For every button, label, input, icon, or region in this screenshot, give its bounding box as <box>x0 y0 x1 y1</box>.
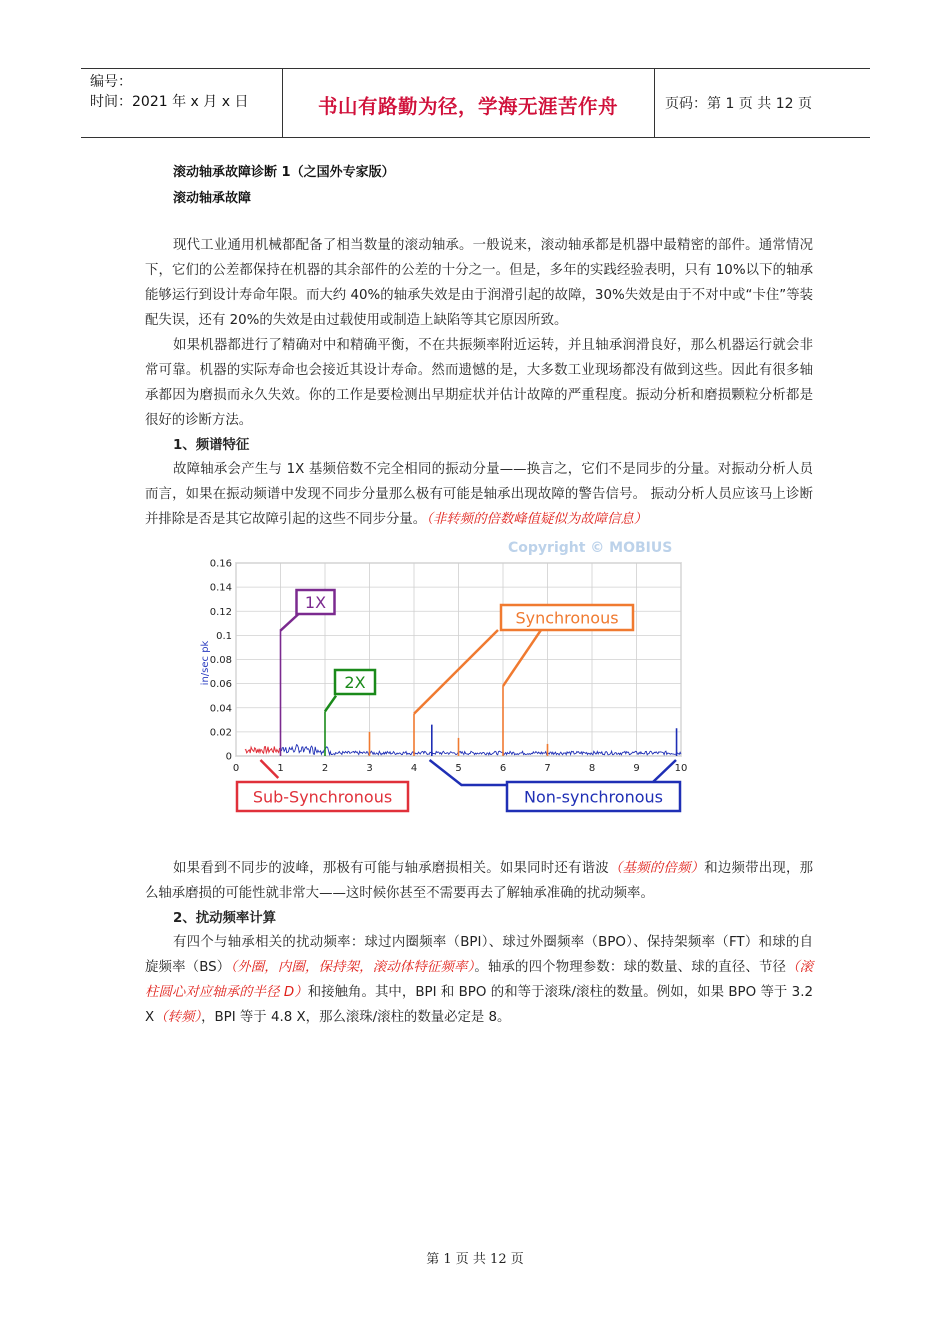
y-tick-label: 0.14 <box>209 582 232 594</box>
sub-sync-leader <box>260 760 278 778</box>
paragraph-text: 如果机器都进行了精确对中和精确平衡，不在共振频率附近运转，并且轴承润滑良好，那么机器运行就会非常可靠。机器的实际寿命也会接近其设计寿命。然而遗憾的是，大多数工业现场都没有做到这些。因此有很多轴承都因为磨损而永久失效。你的工作是要检测出早期症状并估计故障的严重程度。振动分析和磨损颗粒分析都是很好的诊断方法。 <box>145 338 813 428</box>
x-tick-label: 1 <box>277 763 284 774</box>
section-heading-1: 1、频谱特征 <box>173 438 250 453</box>
paragraph-body-cont: ，BPI 等于 4.8 X，那么滚珠/滚柱的数量必定是 8。 <box>201 1010 511 1025</box>
y-tick-label: 0.02 <box>209 727 232 739</box>
harmonics-paragraph <box>145 856 813 906</box>
date-label: 时间：2021 年 x 月 x 日 <box>90 94 249 110</box>
x-tick-label: 6 <box>499 763 507 774</box>
x-tick-label: 7 <box>544 763 551 774</box>
y-tick-label: 0.12 <box>209 606 232 618</box>
y-tick-label: 0.1 <box>216 630 232 642</box>
annotation-note: （外圈，内圈，保持架，滚动体特征频率） <box>230 960 475 975</box>
annotation-note: （转频） <box>154 1010 202 1025</box>
paragraph-body-cont: 。轴承的四个物理参数：球的数量、球的直径、节径 <box>474 960 787 975</box>
annotation-note: （基频的倍频） <box>608 861 705 876</box>
paragraph-body-cont: 和接触角。其中，BPI 和 BPO 的和等于滚珠/滚柱的数量。例如，如果 BPO 等于 3.2 X <box>145 985 813 1025</box>
paragraph-text <box>145 856 813 906</box>
frequency-paragraph <box>145 930 813 1030</box>
intro-paragraph-2 <box>145 333 813 433</box>
header-left-cell <box>81 69 283 137</box>
page-footer: 第 1 页 共 12 页 <box>426 1252 524 1267</box>
doc-title: 滚动轴承故障诊断 1（之国外专家版） <box>173 165 395 180</box>
spectrum-chart <box>196 538 706 828</box>
x-tick-label: 10 <box>674 763 688 774</box>
paragraph-text <box>145 457 813 532</box>
y-tick-label: 0.04 <box>209 703 232 715</box>
y-tick-label: 0.16 <box>209 558 232 570</box>
synchronous-label: Synchronous <box>515 608 619 628</box>
annotation-note: （非转频的倍数峰值疑似为故障信息） <box>426 512 648 527</box>
x-tick-label: 3 <box>366 763 373 774</box>
x-tick-label: 4 <box>410 763 418 774</box>
x-tick-label: 0 <box>232 763 240 774</box>
sub-synchronous-label: Sub-Synchronous <box>252 787 393 807</box>
header-right-cell <box>655 69 870 137</box>
x-tick-label: 5 <box>455 763 462 774</box>
chart-watermark: Copyright © MOBIUS <box>508 540 673 556</box>
page-header <box>81 68 870 138</box>
motto: 书山有路勤为径，学海无涯苦作舟 <box>317 95 618 118</box>
x-tick-label: 8 <box>588 763 596 774</box>
paragraph-text: 现代工业通用机械都配备了相当数量的滚动轴承。一般说来，滚动轴承都是机器中最精密的部件。通常情况下，它们的公差都保持在机器的其余部件的公差的十分之一。但是，多年的实践经验表明，只有 10%以下的轴承能够运行到设计寿命年限。而大约 40%的轴承失效是由于润滑引起的故障，30%失效是由于不对中或“卡住”等装配失误，还有 20%的失效是由过载使用或制造上缺陷等其它原因所致。 <box>145 238 813 328</box>
y-tick-label: 0.06 <box>209 679 232 691</box>
x-axis-ticks <box>233 763 688 774</box>
non-synchronous-label: Non-synchronous <box>524 787 663 807</box>
page-info: 页码：第 1 页 共 12 页 <box>665 96 812 112</box>
intro-paragraph-1 <box>145 233 813 333</box>
one-x-label: 1X <box>304 593 327 612</box>
y-tick-label: 0.08 <box>209 655 232 666</box>
y-axis-ticks <box>210 559 232 763</box>
header-mid-cell <box>282 69 655 137</box>
number-label: 编号： <box>90 74 132 90</box>
y-axis-label: in/sec pk <box>200 640 211 686</box>
paragraph-body: 故障轴承会产生与 1X 基频倍数不完全相同的振动分量——换言之，它们不是同步的分量。对振动分析人员而言，如果在振动频谱中发现不同步分量那么极有可能是轴承出现故障的警告信号。 振动分析人员应该马上诊断并排除是否是其它故障引起的这些不同步分量。 <box>145 462 813 527</box>
x-tick-label: 2 <box>321 763 329 774</box>
y-tick-label: 0 <box>225 751 232 763</box>
doc-subtitle: 滚动轴承故障 <box>173 191 252 206</box>
two-x-label: 2X <box>344 673 366 692</box>
paragraph-body: 有四个与轴承相关的扰动频率：球过内圈频率（BPI）、球过外圈频率（BPO）、保持架频率（FT）和球的自旋频率（BS） <box>145 935 813 975</box>
annotation-note: （滚柱圆心对应轴承的半径 D） <box>145 960 814 1000</box>
section-heading-2: 2、扰动频率计算 <box>173 911 277 926</box>
paragraph-text <box>145 930 813 1030</box>
spectrum-paragraph <box>145 457 813 532</box>
x-tick-label: 9 <box>633 763 640 774</box>
paragraph-body-cont: 和边频带出现，那么轴承磨损的可能性就非常大——这时候你甚至不需要再去了解轴承准确的扰动频率。 <box>145 861 814 901</box>
paragraph-body: 如果看到不同步的波峰，那极有可能与轴承磨损相关。如果同时还有谐波 <box>173 861 609 876</box>
